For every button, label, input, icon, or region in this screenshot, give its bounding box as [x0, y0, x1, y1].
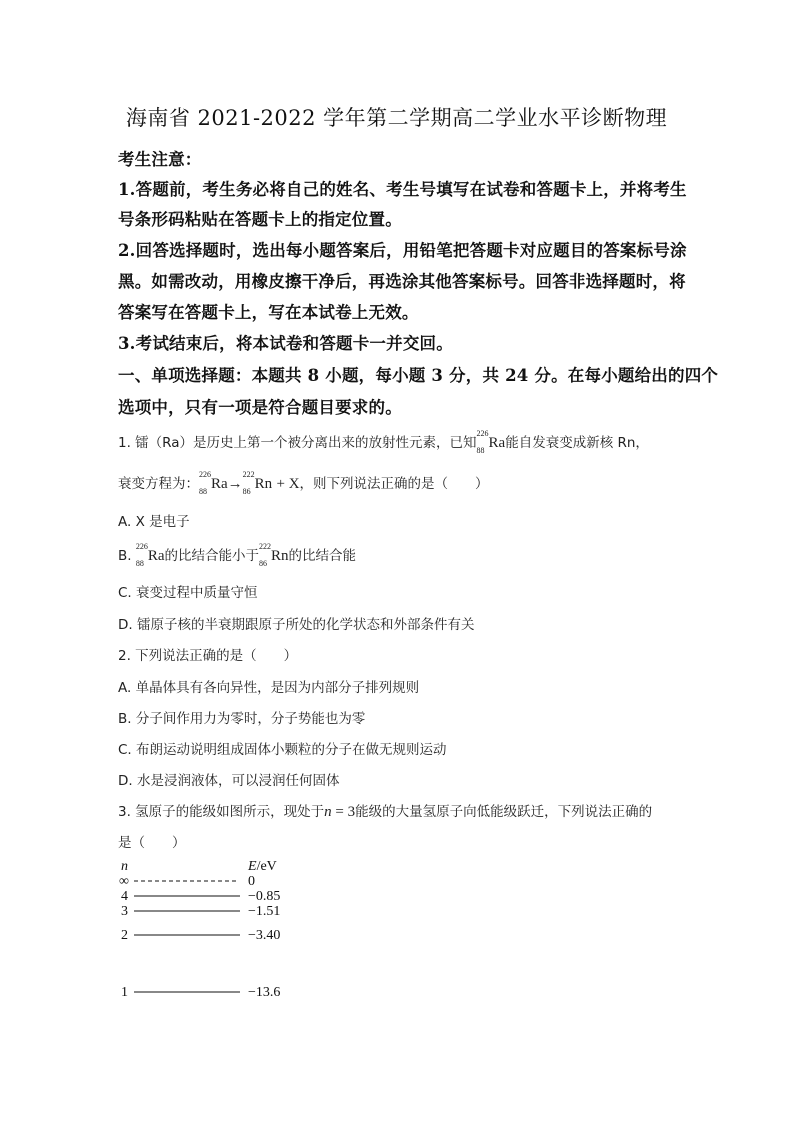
- q1-option-b-suffix: 的比结合能: [288, 548, 357, 564]
- decay-arrow: →: [227, 476, 243, 492]
- notice-heading: 考生注意：: [118, 150, 202, 169]
- notice-line-5: 答案写在答题卡上，写在本试卷上无效。: [118, 303, 419, 322]
- opt-b-nuclide-ra: [135, 542, 165, 568]
- level-n-inf: ∞: [119, 874, 129, 889]
- eq-ra-atomic-number: 88: [199, 487, 207, 496]
- notice-line-4: 黑。如需改动，用橡皮擦干净后，再选涂其他答案标号。回答非选择题时，将: [118, 272, 686, 291]
- q1-option-b: [118, 542, 357, 568]
- q3-stem-text-a: 3. 氢原子的能级如图所示，现处于: [118, 804, 325, 820]
- notice-line-1: 1.答题前，考生务必将自己的姓名、考生号填写在试卷和答题卡上，并将考生: [118, 180, 687, 199]
- eq-ra-symbol: Ra: [211, 476, 228, 492]
- q3-stem-line-1: [118, 800, 652, 821]
- eq-rn-mass-number: 222: [242, 470, 255, 479]
- q1-stem-text-a: 1. 镭（Ra）是历史上第一个被分离出来的放射性元素，已知: [118, 435, 477, 451]
- equation-nuclide-ra: [199, 470, 228, 496]
- diagram-energy-header-unit: /eV: [256, 859, 277, 874]
- q1-option-b-mid: 的比结合能小于: [164, 548, 260, 564]
- section-1-header-line-2: 选项中，只有一项是符合题目要求的。: [118, 398, 402, 417]
- notice-line-6: 3.考试结束后，将本试卷和答题卡一并交回。: [118, 334, 453, 353]
- optb-rn-mass-number: 222: [259, 542, 272, 551]
- q1-stem-line-1: [118, 429, 649, 455]
- optb-rn-atomic-number: 86: [259, 559, 268, 568]
- equation-nuclide-rn: [242, 470, 273, 496]
- diagram-n-header: n: [121, 859, 128, 874]
- level-n-3: 3: [121, 904, 128, 919]
- q2-option-a: A. 单晶体具有各向异性，是因为内部分子排列规则: [118, 680, 420, 696]
- level-n-2: 2: [121, 928, 128, 943]
- level-n-4: 4: [121, 889, 128, 904]
- optb-ra-symbol: Ra: [147, 548, 165, 564]
- q2-stem: 2. 下列说法正确的是（ ）: [118, 648, 298, 664]
- notice-line-2: 号条形码粘贴在答题卡上的指定位置。: [118, 210, 402, 229]
- ra-symbol: Ra: [488, 435, 506, 451]
- optb-rn-symbol: Rn: [271, 548, 289, 564]
- q1-stem-text-b: 能自发衰变成新核 Rn，: [505, 435, 649, 451]
- diagram-energy-header-e: E: [248, 859, 257, 874]
- page-title: 海南省 2021-2022 学年第二学期高二学业水平诊断物理: [125, 106, 668, 130]
- q1-option-d: D. 镭原子核的半衰期跟原子所处的化学状态和外部条件有关: [118, 617, 475, 633]
- equation-plus-x: + X: [276, 476, 300, 492]
- q3-n-value: = 3: [331, 804, 356, 820]
- q2-option-d: D. 水是浸润液体，可以浸润任何固体: [118, 773, 340, 789]
- q1-stem-text-c: 衰变方程为：: [118, 476, 199, 492]
- level-energy-3: −1.51: [248, 904, 281, 919]
- diagram-energy-header: [247, 859, 277, 874]
- level-energy-2: −3.40: [248, 928, 281, 943]
- q1-stem-line-2: [118, 470, 489, 496]
- q3-n-symbol: n: [324, 804, 332, 820]
- q1-stem-text-d: ，则下列说法正确的是（ ）: [299, 476, 489, 492]
- eq-rn-symbol: Rn: [254, 476, 273, 492]
- q1-option-a: A. X 是电子: [118, 514, 190, 530]
- eq-rn-atomic-number: 86: [242, 487, 251, 496]
- notice-line-3: 2.回答选择题时，选出每小题答案后，用铅笔把答题卡对应题目的答案标号涂: [118, 241, 687, 260]
- ra-atomic-number: 88: [476, 446, 485, 455]
- level-energy-1: −13.6: [248, 985, 281, 1000]
- optb-ra-atomic-number: 88: [135, 559, 144, 568]
- optb-ra-mass-number: 226: [135, 542, 148, 551]
- q2-option-c: C. 布朗运动说明组成固体小颗粒的分子在做无规则运动: [118, 742, 447, 758]
- nuclide-ra: [476, 429, 506, 455]
- q2-option-b: B. 分子间作用力为零时，分子势能也为零: [118, 711, 366, 727]
- section-1-header-line-1: 一、单项选择题：本题共 8 小题，每小题 3 分，共 24 分。在每小题给出的四个: [118, 366, 719, 385]
- q3-stem-text-b: 能级的大量氢原子向低能级跃迁，下列说法正确的: [355, 804, 653, 820]
- eq-ra-mass-number: 226: [199, 470, 211, 479]
- level-n-1: 1: [121, 985, 128, 1000]
- q3-stem-line-2: 是（ ）: [118, 835, 186, 851]
- level-energy-4: −0.85: [248, 889, 281, 904]
- q1-option-b-label: B.: [118, 548, 132, 564]
- ra-mass-number: 226: [476, 429, 489, 438]
- level-energy-inf: 0: [248, 874, 255, 889]
- q1-option-c: C. 衰变过程中质量守恒: [118, 585, 258, 601]
- opt-b-nuclide-rn: [259, 542, 289, 568]
- hydrogen-energy-level-diagram: [118, 858, 318, 1003]
